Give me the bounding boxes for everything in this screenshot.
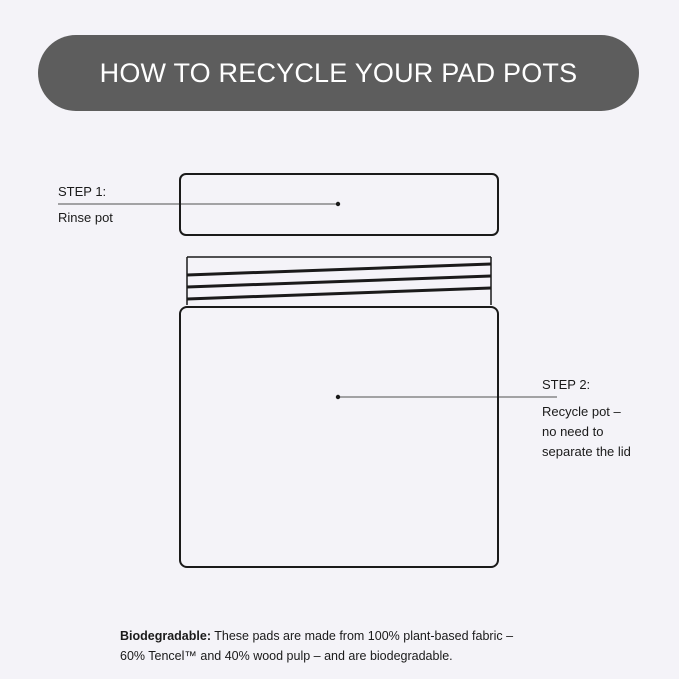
biodegradable-note-line-1 xyxy=(120,626,620,646)
step2-description-line: separate the lid xyxy=(542,444,631,459)
step1-label: STEP 1: xyxy=(58,184,107,199)
step2-leader-dot xyxy=(336,395,340,399)
biodegradable-text-1: These pads are made from 100% plant-based fabric – xyxy=(211,629,514,643)
pot-body xyxy=(180,307,498,567)
step2-description-line: Recycle pot – xyxy=(542,404,621,419)
pot-thread-3 xyxy=(187,288,491,299)
step2-label: STEP 2: xyxy=(542,377,591,392)
step2-description-line: no need to xyxy=(542,424,604,439)
pot-thread-2 xyxy=(187,276,491,287)
page-title: HOW TO RECYCLE YOUR PAD POTS xyxy=(99,57,578,88)
step1-leader-dot xyxy=(336,202,340,206)
biodegradable-text-2: 60% Tencel™ and 40% wood pulp – and are biodegradable. xyxy=(120,649,453,663)
step2-description xyxy=(542,402,672,462)
biodegradable-label: Biodegradable: xyxy=(120,629,211,643)
pot-thread-1 xyxy=(187,264,491,275)
step1-description: Rinse pot xyxy=(58,210,113,225)
biodegradable-note xyxy=(120,626,620,666)
